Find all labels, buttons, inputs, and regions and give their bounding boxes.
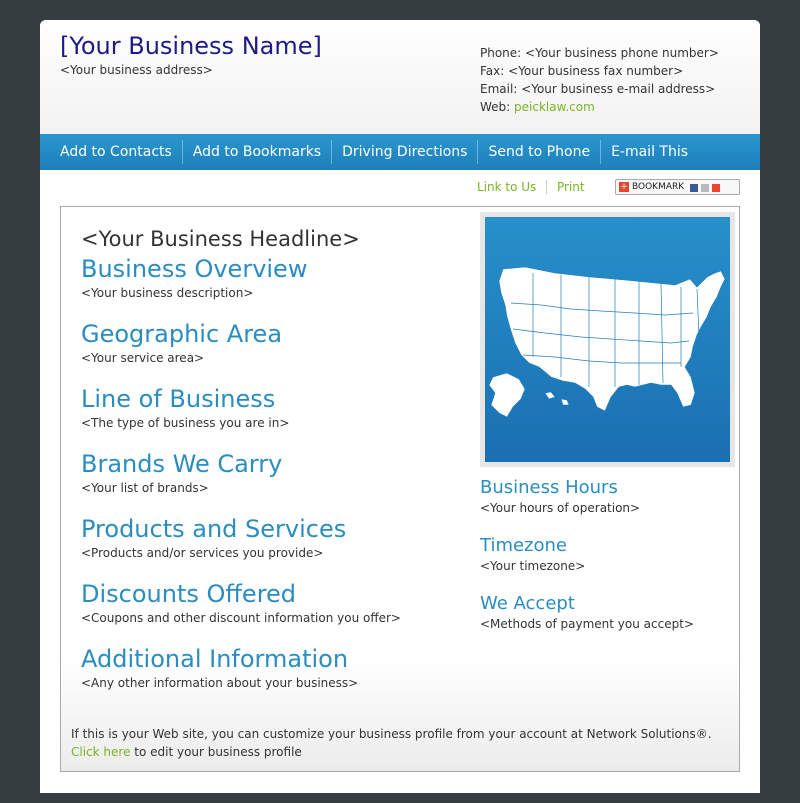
us-map-icon (485, 217, 730, 462)
us-map-graphic (485, 217, 730, 462)
web-link[interactable]: peicklaw.com (514, 100, 595, 114)
map-frame (480, 212, 735, 467)
section-title: Products and Services (81, 515, 347, 543)
plus-icon: + (620, 182, 628, 192)
main-content-box (60, 206, 740, 772)
section-brands-we-carry (81, 450, 282, 496)
section-title: Discounts Offered (81, 580, 297, 608)
social-icons (690, 183, 723, 197)
nav-add-to-contacts[interactable]: Add to Contacts (60, 144, 172, 160)
digg-icon (701, 184, 709, 192)
sidebar-title: We Accept (480, 593, 575, 614)
business-name: [Your Business Name] (60, 32, 322, 60)
print-link[interactable]: Print (557, 180, 585, 194)
nav-send-to-phone[interactable]: Send to Phone (477, 140, 600, 164)
header (40, 20, 760, 134)
business-headline: <Your Business Headline> (81, 227, 360, 251)
phone-label: Phone: (480, 46, 522, 60)
section-text: <Any other information about your business> (81, 676, 359, 690)
fax-label: Fax: (480, 64, 505, 78)
utility-bar (40, 178, 760, 198)
bookmark-label: BOOKMARK (632, 182, 685, 192)
section-text: <Your list of brands> (81, 481, 209, 495)
section-geographic-area (81, 320, 282, 366)
section-text: <Coupons and other discount information you offer> (81, 611, 401, 625)
link-to-us[interactable]: Link to Us (477, 180, 537, 194)
phone-line (480, 44, 719, 62)
web-line (480, 98, 719, 116)
sidebar-timezone (480, 535, 585, 574)
fax-value: <Your business fax number> (508, 64, 684, 78)
sidebar-title: Timezone (480, 535, 567, 556)
section-discounts-offered (81, 580, 401, 626)
sidebar-title: Business Hours (480, 477, 618, 498)
utility-divider (546, 180, 547, 194)
footer-line-2-text: to edit your business profile (130, 745, 302, 759)
contact-info (480, 44, 719, 116)
section-title: Geographic Area (81, 320, 283, 348)
section-title: Line of Business (81, 385, 276, 413)
email-value: <Your business e-mail address> (521, 82, 716, 96)
fax-line (480, 62, 719, 80)
delicious-icon (690, 184, 698, 192)
footer-note (71, 725, 712, 761)
sidebar-text: <Your timezone> (480, 559, 586, 573)
footer-line-2 (71, 743, 712, 761)
business-address: <Your business address> (60, 63, 213, 77)
email-line (480, 80, 719, 98)
sidebar-text: <Methods of payment you accept> (480, 617, 694, 631)
email-label: Email: (480, 82, 518, 96)
footer-line-1: If this is your Web site, you can customize your business profile from your account at Network Solutions®. (71, 727, 712, 741)
web-label: Web: (480, 100, 511, 114)
phone-value: <Your business phone number> (525, 46, 719, 60)
nav-email-this[interactable]: E-mail This (600, 140, 698, 164)
google-icon (712, 184, 720, 192)
action-navbar (40, 134, 760, 170)
section-title: Additional Information (81, 645, 349, 673)
profile-page (40, 20, 760, 793)
sidebar-we-accept (480, 593, 694, 632)
section-text: <Products and/or services you provide> (81, 546, 324, 560)
nav-add-to-bookmarks[interactable]: Add to Bookmarks (182, 140, 331, 164)
nav-driving-directions[interactable]: Driving Directions (331, 140, 477, 164)
sidebar-business-hours (480, 477, 640, 516)
bookmark-button[interactable] (615, 179, 740, 195)
section-products-and-services (81, 515, 346, 561)
section-business-overview (81, 255, 307, 301)
section-title: Brands We Carry (81, 450, 283, 478)
sidebar-text: <Your hours of operation> (480, 501, 641, 515)
section-title: Business Overview (81, 255, 308, 283)
section-additional-information (81, 645, 358, 691)
section-text: <Your service area> (81, 351, 205, 365)
section-text: <Your business description> (81, 286, 254, 300)
section-text: <The type of business you are in> (81, 416, 290, 430)
click-here-link[interactable]: Click here (71, 745, 131, 759)
section-line-of-business (81, 385, 289, 431)
